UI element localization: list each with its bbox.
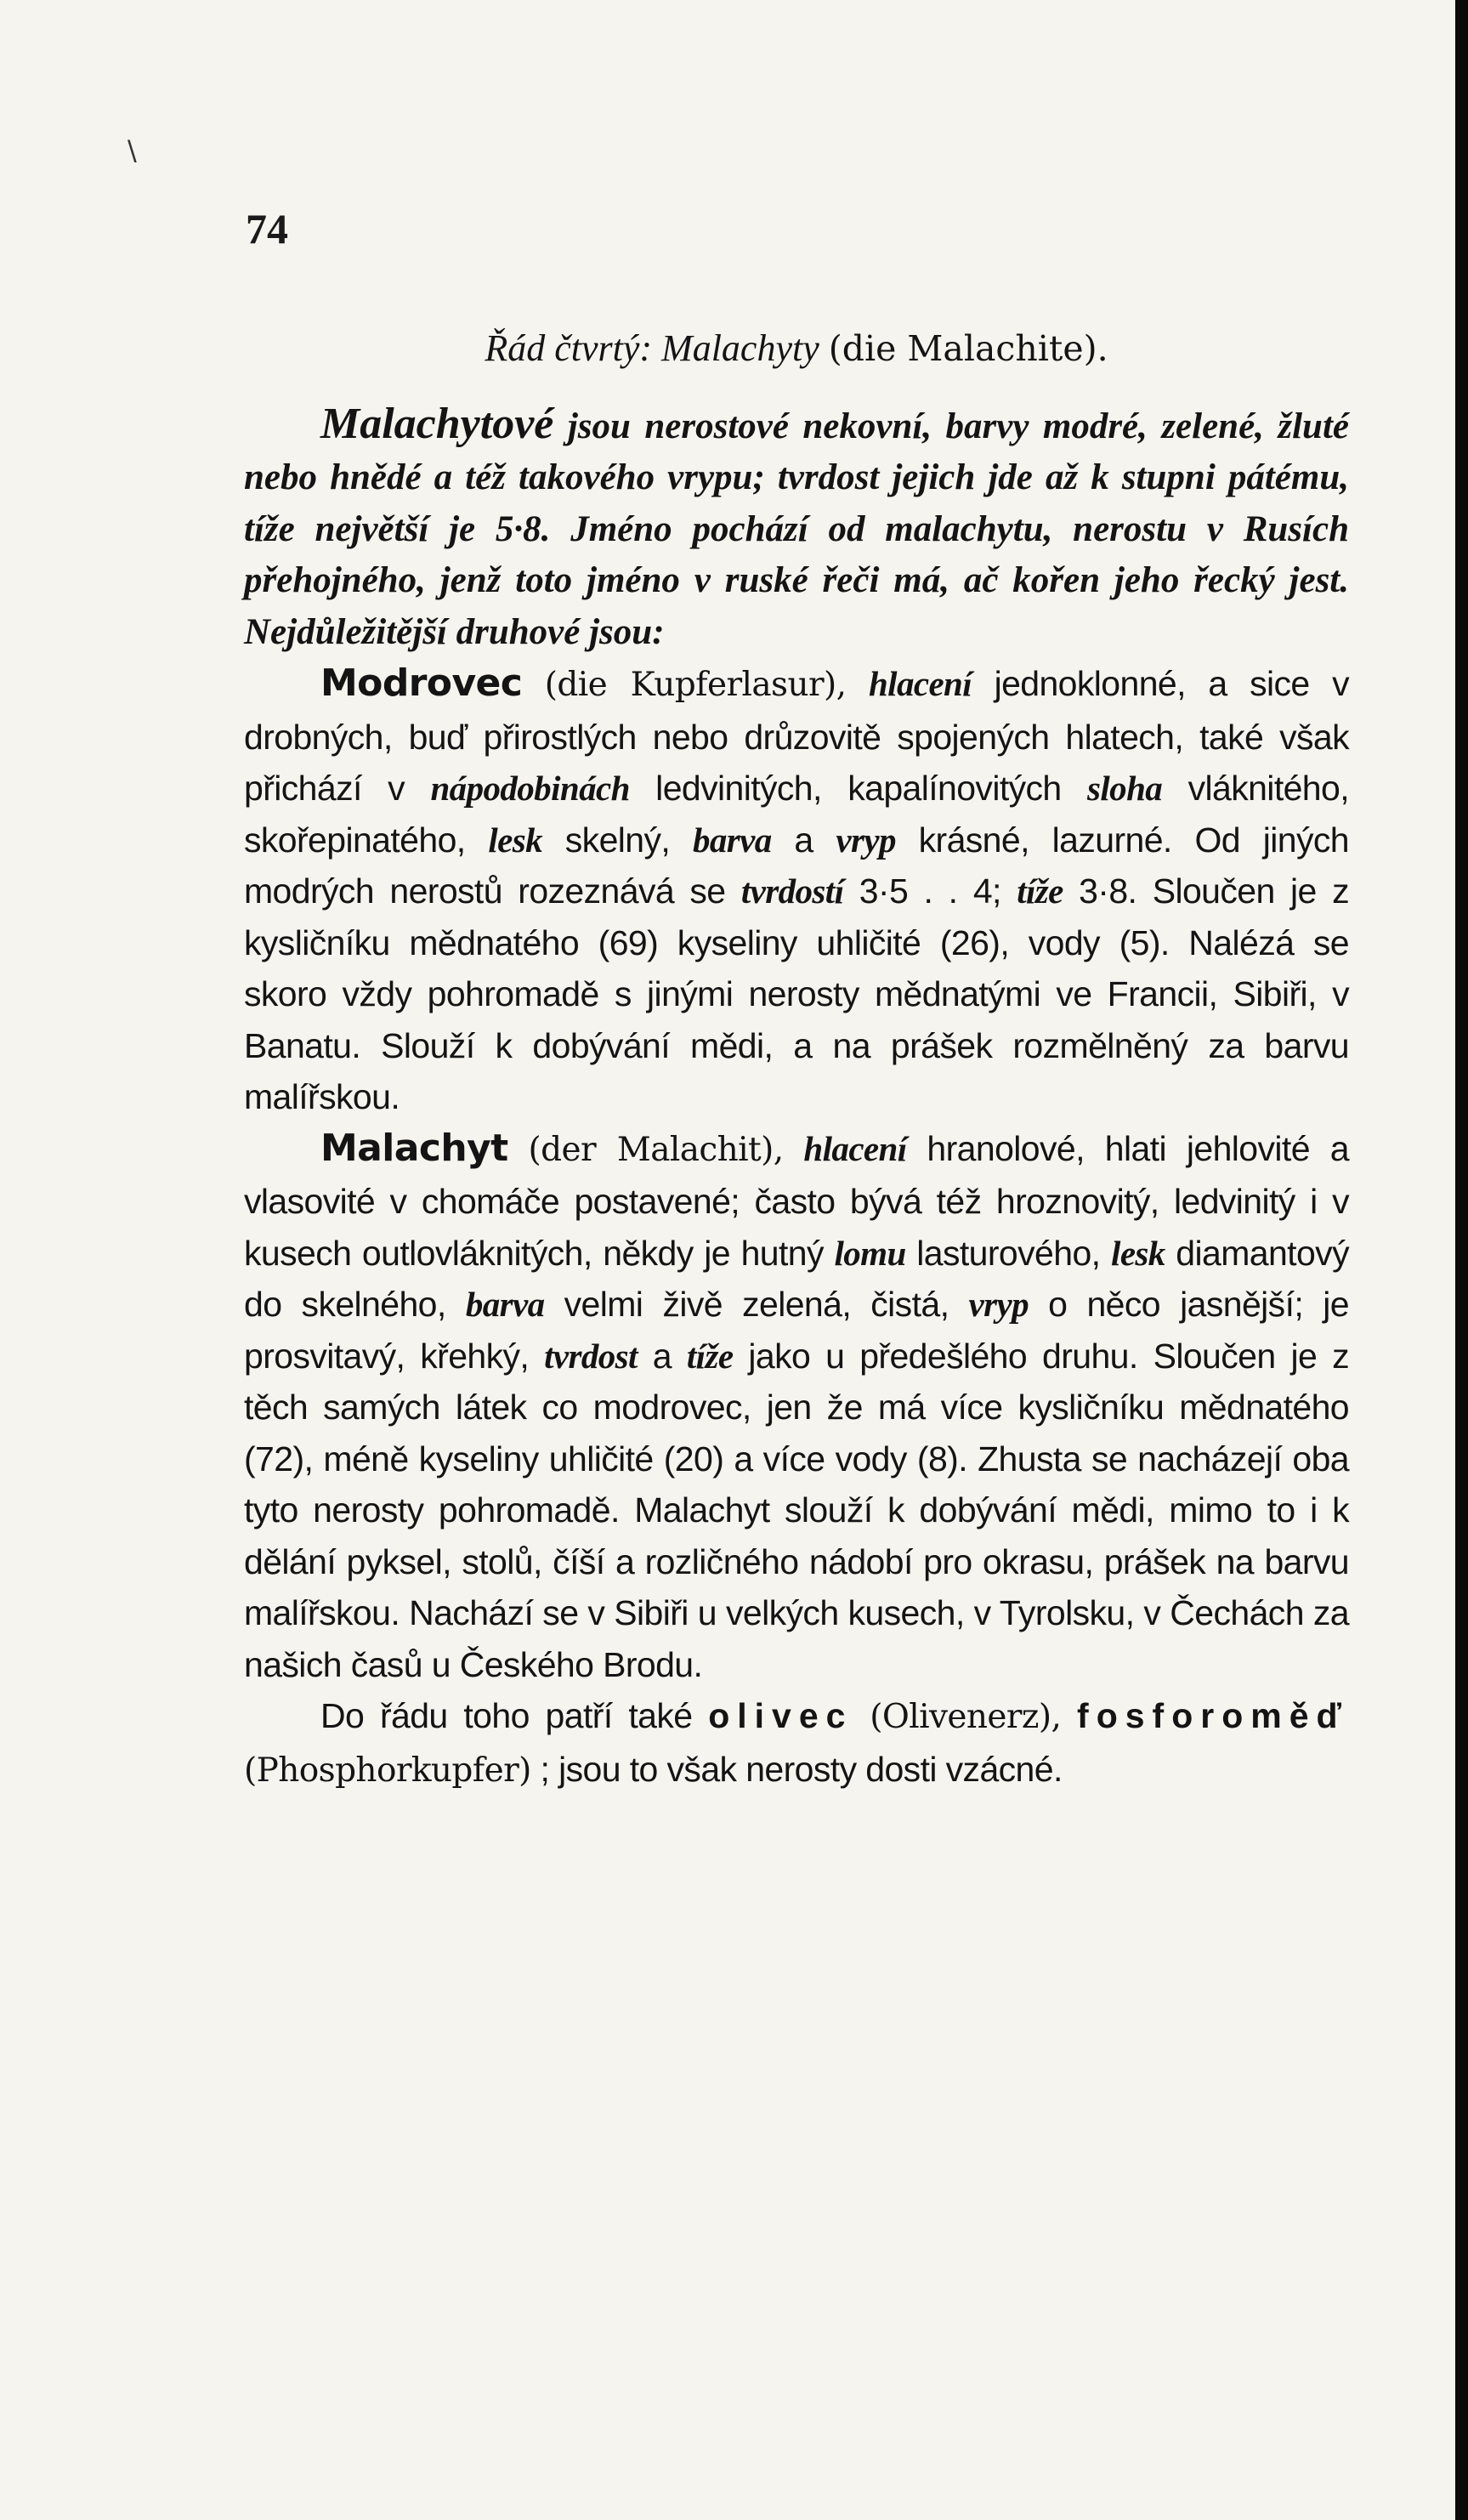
chapter-title [244, 323, 1349, 375]
malachyt-text: jako u předešlého druhu. Sloučen je z těch samých látek co modrovec, jen že má více kysličníku mědnatého (72), méně kyseliny uhličité (20) a více vody (8). Zhusta se nacházejí oba tyto nerosty pohromadě. Malachyt slouží k dobývání mědi, mimo to i k dělání pyksel, stolů, číší a rozličného nádobí pro okrasu, prášek na barvu malířskou. Nachází se v Sibiři u velkých kusech, v Tyrolsku, v Čechách za našich časů u Českého Brodu. [244, 1336, 1349, 1684]
malachyt-em: vryp [968, 1285, 1029, 1324]
closing-text [1061, 1696, 1077, 1735]
malachyt-em: tvrdost [544, 1336, 638, 1376]
fosforomed-term: fosforoměď [1077, 1696, 1349, 1735]
modrovec-em: tíže [1017, 871, 1063, 911]
malachyt-em: barva [465, 1285, 545, 1324]
malachyt-em: lomu [834, 1233, 906, 1273]
malachyt-text: hranolové, hlati jehlovité a vlasovité v chomáče postavené; často bývá též hroznovitý, ledvinitý i v kusech outlovláknitých, někdy je hutný [244, 1128, 1350, 1273]
modrovec-german: (die Kupferlasur), [544, 666, 847, 704]
closing-text: Do řádu toho patří také [320, 1696, 709, 1735]
modrovec-em: lesk [488, 820, 542, 860]
chapter-title-czech: Řád čtvrtý: Malachyty [485, 327, 819, 369]
modrovec-paragraph [244, 658, 1349, 1123]
olivec-term: olivec [708, 1696, 853, 1735]
malachyt-text: diamantový do skelného, [244, 1233, 1349, 1324]
malachyt-german: (der Malachit), [528, 1130, 784, 1169]
malachyt-text: velmi živě zelená, čistá, [544, 1285, 969, 1324]
malachyt-term: Malachyt [320, 1126, 508, 1170]
chapter-title-german: (die Malachite). [828, 328, 1108, 369]
malachyt-paragraph [244, 1123, 1349, 1691]
modrovec-text: 3·8. Sloučen je z kysličníku mědnatého (69) kyseliny uhličité (26), vody (5). Nalézá se skoro vždy pohromadě s jinými nerosty mědnatými ve Francii, Sibiři, v Banatu. Slouží k dobývání mědi, a na prášek rozmělněný za barvu malířskou. [244, 871, 1349, 1116]
modrovec-text: vláknitého, skořepinatého, [244, 769, 1350, 860]
page-number: 74 [246, 205, 288, 253]
modrovec-text: a [771, 820, 836, 860]
modrovec-em: hlacení [868, 664, 972, 703]
modrovec-text: 3·5 . . 4; [843, 871, 1017, 911]
olivec-german: (Olivenerz), [853, 1698, 1062, 1736]
malachyt-em: tíže [686, 1336, 734, 1376]
margin-mark: \ [128, 134, 137, 167]
modrovec-em: nápodobinách [430, 769, 630, 808]
closing-paragraph [244, 1690, 1349, 1796]
intro-paragraph [244, 399, 1349, 659]
closing-text: ; jsou to však nerosty dosti vzácné. [530, 1749, 1063, 1789]
fosforomed-german: (Phosphorkupfer) [244, 1751, 531, 1790]
malachyt-text: o něco jasnější; je prosvitavý, křehký, [244, 1285, 1350, 1376]
malachyt-em: hlacení [803, 1128, 907, 1168]
modrovec-em: sloha [1087, 769, 1163, 808]
modrovec-text: krásné, lazurné. Od jiných modrých nerostů rozeznává se [244, 820, 1349, 911]
modrovec-em: vryp [836, 820, 896, 860]
scan-edge [1455, 0, 1468, 2520]
malachyt-em: lesk [1111, 1233, 1165, 1273]
modrovec-term: Modrovec [320, 661, 523, 705]
modrovec-text: ledvinitých, kapalínovitých [629, 769, 1088, 808]
intro-lead-term: Malachytové [320, 399, 554, 448]
modrovec-em: barva [692, 820, 772, 860]
modrovec-text: jednoklonné, a sice v drobných, buď přirostlých nebo drůzovitě spojených hlatech, také však přichází v [244, 664, 1350, 808]
page-text [244, 323, 1349, 1796]
intro-text: jsou nerostové nekovní, barvy modré, zelené, žluté nebo hnědé a též takového vrypu; tvrdost jejich jde až k stupni pátému, tíže největší je 5·8. Jméno pochází od malachytu, nerostu v Rusích přehojného, jenž toto jméno v ruské řeči má, ač kořen jeho řecký jest. Nejdůležitější druhové jsou: [244, 406, 1349, 652]
malachyt-text: a [637, 1336, 687, 1376]
modrovec-em: tvrdostí [740, 871, 844, 911]
malachyt-text: lasturového, [905, 1233, 1112, 1273]
modrovec-text: skelný, [542, 820, 693, 860]
